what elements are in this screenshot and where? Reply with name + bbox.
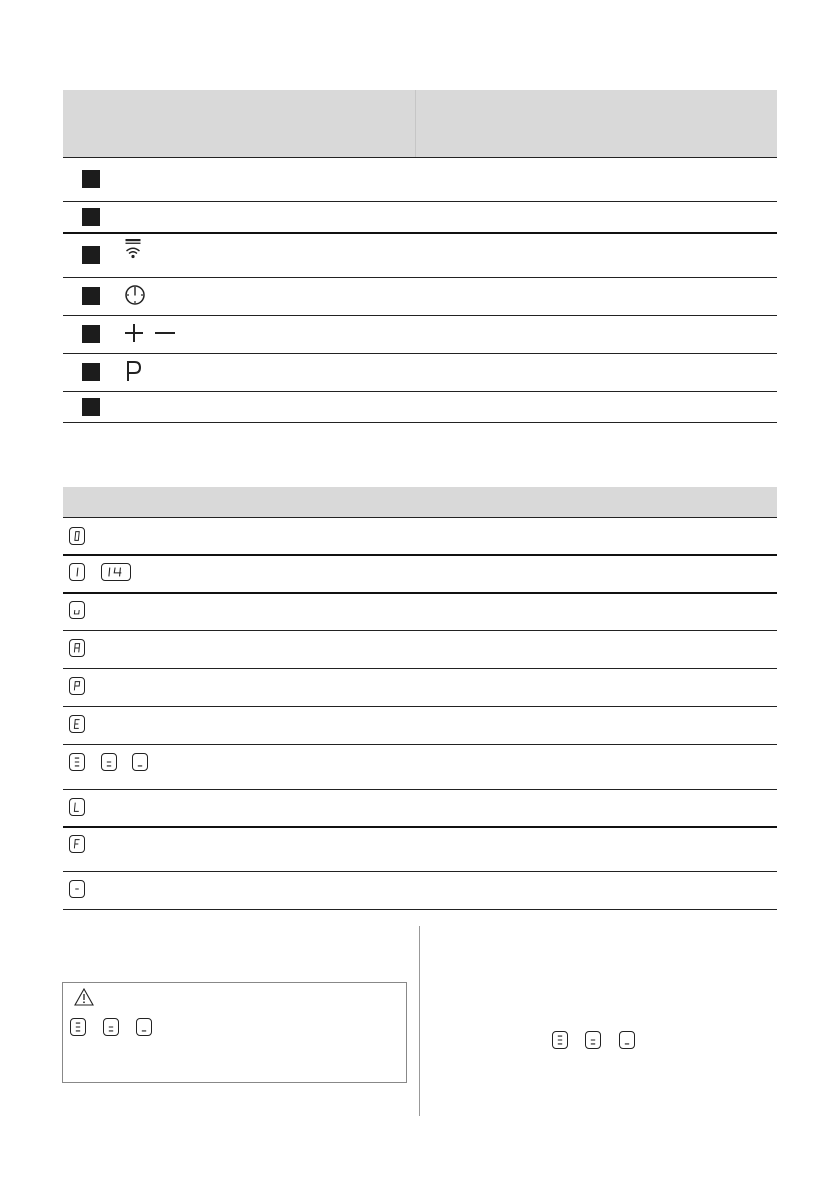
row-divider xyxy=(63,232,777,234)
row-divider xyxy=(63,668,777,669)
row-number-marker xyxy=(82,287,100,305)
row-number-marker xyxy=(82,208,100,226)
row-number-marker xyxy=(82,170,100,188)
row-divider xyxy=(63,422,777,423)
row-divider xyxy=(63,517,777,518)
row-divider xyxy=(63,706,777,707)
row-divider xyxy=(63,554,777,556)
residual-heat-3-icon xyxy=(552,1031,568,1049)
residual-heat-2-icon xyxy=(103,1018,119,1036)
row-divider xyxy=(63,201,777,202)
table-header xyxy=(63,90,777,157)
row-number-marker xyxy=(82,246,100,264)
display-p-icon xyxy=(69,677,85,695)
hob-to-hood-icon xyxy=(124,238,142,262)
header-divider xyxy=(415,90,416,157)
table-header xyxy=(63,487,777,517)
row-divider xyxy=(63,744,777,745)
row-divider xyxy=(63,157,777,158)
display-14-icon xyxy=(101,563,131,581)
residual-heat-1-icon xyxy=(136,1018,152,1036)
display-e-icon xyxy=(69,715,85,733)
residual-heat-1-icon xyxy=(132,753,148,771)
display-l-icon xyxy=(69,798,85,816)
row-number-marker xyxy=(82,325,100,343)
row-divider xyxy=(63,277,777,278)
row-number-marker xyxy=(82,363,100,381)
warning-triangle-icon xyxy=(74,988,94,1006)
row-divider xyxy=(63,826,777,828)
residual-heat-3-icon xyxy=(69,753,85,771)
warning-box xyxy=(62,982,407,1083)
p-letter-icon xyxy=(126,360,142,382)
row-divider xyxy=(63,391,777,392)
residual-heat-2-icon xyxy=(585,1031,601,1049)
display-f-icon xyxy=(69,835,85,853)
row-divider xyxy=(63,909,777,910)
residual-heat-3-icon xyxy=(70,1018,86,1036)
row-divider xyxy=(63,353,777,354)
residual-heat-2-icon xyxy=(101,753,117,771)
row-divider xyxy=(63,592,777,594)
row-divider xyxy=(63,315,777,316)
display-1-icon xyxy=(69,563,85,581)
display-u-icon xyxy=(69,601,85,619)
display-dash-icon xyxy=(69,880,85,898)
column-divider xyxy=(419,926,420,1116)
display-a-icon xyxy=(69,639,85,657)
row-divider xyxy=(63,789,777,790)
row-divider xyxy=(63,630,777,631)
residual-heat-1-icon xyxy=(619,1031,635,1049)
timer-icon xyxy=(124,284,146,306)
row-divider xyxy=(63,871,777,872)
row-number-marker xyxy=(82,398,100,416)
minus-icon xyxy=(154,323,176,343)
plus-icon xyxy=(124,323,144,343)
display-0-icon xyxy=(69,527,85,545)
